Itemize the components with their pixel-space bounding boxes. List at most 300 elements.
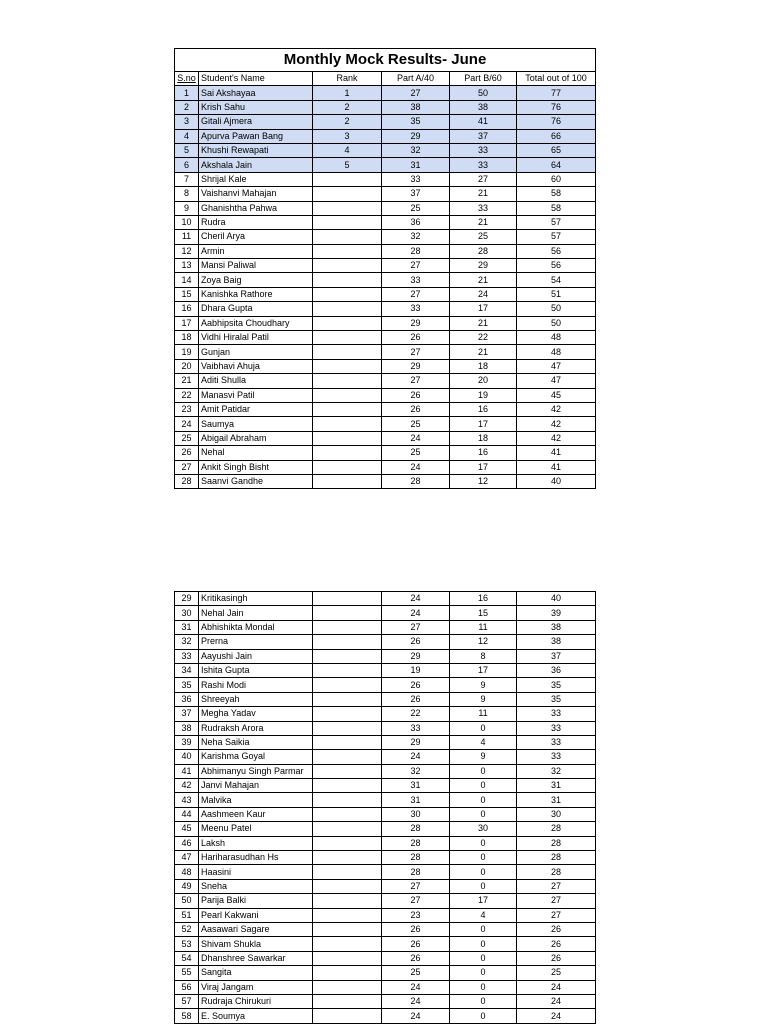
cell-sno: 36 — [175, 692, 199, 706]
table-row — [175, 215, 596, 229]
cell-rank — [313, 721, 382, 735]
cell-total: 28 — [517, 851, 596, 865]
cell-total: 56 — [517, 259, 596, 273]
cell-total: 76 — [517, 115, 596, 129]
table-row — [175, 937, 596, 951]
cell-part-b: 28 — [450, 244, 517, 258]
table-row — [175, 592, 596, 606]
cell-sno: 56 — [175, 980, 199, 994]
cell-student-name: Kritikasingh — [199, 592, 313, 606]
table-row — [175, 259, 596, 273]
cell-sno: 52 — [175, 922, 199, 936]
table-row — [175, 316, 596, 330]
cell-part-b: 0 — [450, 951, 517, 965]
cell-part-a: 32 — [382, 230, 450, 244]
cell-total: 38 — [517, 635, 596, 649]
cell-sno: 58 — [175, 1009, 199, 1023]
cell-student-name: Akshala Jain — [199, 158, 313, 172]
cell-sno: 37 — [175, 707, 199, 721]
cell-rank — [313, 187, 382, 201]
cell-sno: 28 — [175, 474, 199, 488]
cell-total: 47 — [517, 374, 596, 388]
cell-part-a: 36 — [382, 215, 450, 229]
cell-part-b: 50 — [450, 86, 517, 100]
cell-sno: 43 — [175, 793, 199, 807]
cell-sno: 27 — [175, 460, 199, 474]
cell-part-a: 27 — [382, 259, 450, 273]
table-row — [175, 158, 596, 172]
cell-student-name: Manasvi Patil — [199, 388, 313, 402]
cell-student-name: Megha Yadav — [199, 707, 313, 721]
cell-rank — [313, 951, 382, 965]
cell-sno: 14 — [175, 273, 199, 287]
cell-part-a: 24 — [382, 1009, 450, 1023]
table-row — [175, 172, 596, 186]
cell-rank — [313, 201, 382, 215]
cell-student-name: Dhara Gupta — [199, 302, 313, 316]
cell-part-b: 0 — [450, 980, 517, 994]
table-row — [175, 649, 596, 663]
cell-student-name: Gitali Ajmera — [199, 115, 313, 129]
cell-part-a: 31 — [382, 793, 450, 807]
cell-part-b: 9 — [450, 692, 517, 706]
cell-part-b: 8 — [450, 649, 517, 663]
cell-part-b: 18 — [450, 431, 517, 445]
cell-part-a: 26 — [382, 951, 450, 965]
cell-part-b: 18 — [450, 359, 517, 373]
cell-part-a: 29 — [382, 649, 450, 663]
cell-part-a: 31 — [382, 779, 450, 793]
cell-total: 45 — [517, 388, 596, 402]
sheet-title: Monthly Mock Results- June — [175, 49, 596, 72]
cell-student-name: Khushi Rewapati — [199, 143, 313, 157]
cell-part-b: 0 — [450, 865, 517, 879]
table-row — [175, 244, 596, 258]
cell-total: 35 — [517, 678, 596, 692]
table-row — [175, 678, 596, 692]
cell-part-b: 17 — [450, 417, 517, 431]
cell-part-b: 22 — [450, 331, 517, 345]
cell-rank — [313, 474, 382, 488]
cell-sno: 51 — [175, 908, 199, 922]
cell-sno: 34 — [175, 663, 199, 677]
cell-total: 65 — [517, 143, 596, 157]
table-row — [175, 431, 596, 445]
cell-part-a: 26 — [382, 388, 450, 402]
cell-student-name: Kanishka Rathore — [199, 287, 313, 301]
cell-part-a: 27 — [382, 287, 450, 301]
table-row — [175, 606, 596, 620]
cell-part-a: 28 — [382, 244, 450, 258]
cell-sno: 20 — [175, 359, 199, 373]
cell-part-b: 16 — [450, 592, 517, 606]
cell-part-b: 9 — [450, 678, 517, 692]
table-row — [175, 951, 596, 965]
table-row — [175, 460, 596, 474]
cell-rank — [313, 592, 382, 606]
cell-rank — [313, 417, 382, 431]
table-row — [175, 894, 596, 908]
cell-sno: 9 — [175, 201, 199, 215]
cell-part-b: 9 — [450, 750, 517, 764]
cell-part-b: 0 — [450, 1009, 517, 1023]
cell-rank — [313, 431, 382, 445]
cell-part-b: 17 — [450, 302, 517, 316]
cell-student-name: Abhishikta Mondal — [199, 620, 313, 634]
cell-part-b: 0 — [450, 937, 517, 951]
cell-part-b: 21 — [450, 316, 517, 330]
cell-part-b: 0 — [450, 764, 517, 778]
table-row — [175, 345, 596, 359]
cell-part-b: 37 — [450, 129, 517, 143]
cell-sno: 24 — [175, 417, 199, 431]
cell-sno: 2 — [175, 100, 199, 114]
cell-student-name: Aashmeen Kaur — [199, 807, 313, 821]
cell-student-name: E. Soumya — [199, 1009, 313, 1023]
cell-student-name: Sai Akshayaa — [199, 86, 313, 100]
cell-part-b: 16 — [450, 402, 517, 416]
cell-part-a: 33 — [382, 302, 450, 316]
cell-rank — [313, 359, 382, 373]
header-sno: S.no — [175, 72, 199, 86]
cell-sno: 45 — [175, 822, 199, 836]
cell-student-name: Cheril Arya — [199, 230, 313, 244]
cell-part-a: 26 — [382, 937, 450, 951]
cell-total: 39 — [517, 606, 596, 620]
table-row — [175, 446, 596, 460]
cell-total: 26 — [517, 937, 596, 951]
cell-rank — [313, 735, 382, 749]
cell-part-b: 21 — [450, 215, 517, 229]
cell-sno: 29 — [175, 592, 199, 606]
cell-rank — [313, 345, 382, 359]
cell-rank — [313, 273, 382, 287]
cell-part-b: 0 — [450, 966, 517, 980]
table-row — [175, 100, 596, 114]
cell-part-b: 38 — [450, 100, 517, 114]
cell-student-name: Sneha — [199, 879, 313, 893]
cell-total: 47 — [517, 359, 596, 373]
cell-part-b: 27 — [450, 172, 517, 186]
cell-student-name: Aditi Shulla — [199, 374, 313, 388]
cell-sno: 41 — [175, 764, 199, 778]
cell-part-b: 0 — [450, 922, 517, 936]
cell-sno: 31 — [175, 620, 199, 634]
cell-part-b: 20 — [450, 374, 517, 388]
cell-total: 24 — [517, 980, 596, 994]
table-row — [175, 388, 596, 402]
cell-part-a: 31 — [382, 158, 450, 172]
cell-rank — [313, 259, 382, 273]
cell-student-name: Rudra — [199, 215, 313, 229]
cell-part-b: 33 — [450, 158, 517, 172]
cell-total: 66 — [517, 129, 596, 143]
table-row — [175, 663, 596, 677]
cell-part-b: 11 — [450, 707, 517, 721]
cell-sno: 13 — [175, 259, 199, 273]
cell-student-name: Saumya — [199, 417, 313, 431]
cell-sno: 17 — [175, 316, 199, 330]
cell-total: 24 — [517, 994, 596, 1008]
header-part-b: Part B/60 — [450, 72, 517, 86]
table-row — [175, 129, 596, 143]
cell-student-name: Janvi Mahajan — [199, 779, 313, 793]
cell-rank: 4 — [313, 143, 382, 157]
cell-part-a: 26 — [382, 678, 450, 692]
cell-rank — [313, 937, 382, 951]
cell-part-b: 17 — [450, 663, 517, 677]
cell-rank — [313, 678, 382, 692]
cell-rank — [313, 750, 382, 764]
table-row — [175, 822, 596, 836]
cell-part-a: 26 — [382, 635, 450, 649]
cell-part-b: 0 — [450, 779, 517, 793]
cell-student-name: Rudraksh Arora — [199, 721, 313, 735]
cell-total: 35 — [517, 692, 596, 706]
cell-part-b: 30 — [450, 822, 517, 836]
cell-student-name: Vidhi Hiralal Patil — [199, 331, 313, 345]
cell-student-name: Shreeyah — [199, 692, 313, 706]
table-row — [175, 764, 596, 778]
title-row — [175, 49, 596, 72]
cell-part-a: 25 — [382, 446, 450, 460]
cell-rank — [313, 388, 382, 402]
header-total: Total out of 100 — [517, 72, 596, 86]
cell-rank — [313, 649, 382, 663]
cell-part-b: 0 — [450, 721, 517, 735]
table-row — [175, 359, 596, 373]
cell-student-name: Ghanishtha Pahwa — [199, 201, 313, 215]
cell-part-a: 27 — [382, 86, 450, 100]
cell-rank — [313, 980, 382, 994]
cell-part-b: 33 — [450, 201, 517, 215]
cell-student-name: Malvika — [199, 793, 313, 807]
cell-total: 40 — [517, 474, 596, 488]
cell-total: 58 — [517, 187, 596, 201]
table-row — [175, 721, 596, 735]
cell-rank — [313, 460, 382, 474]
cell-part-b: 0 — [450, 851, 517, 865]
cell-part-a: 28 — [382, 865, 450, 879]
table-row — [175, 302, 596, 316]
cell-rank: 2 — [313, 115, 382, 129]
cell-part-a: 35 — [382, 115, 450, 129]
cell-total: 42 — [517, 417, 596, 431]
cell-rank — [313, 851, 382, 865]
cell-part-a: 30 — [382, 807, 450, 821]
cell-part-a: 33 — [382, 172, 450, 186]
cell-rank — [313, 635, 382, 649]
table-row — [175, 851, 596, 865]
table-row — [175, 187, 596, 201]
cell-sno: 30 — [175, 606, 199, 620]
cell-student-name: Viraj Jangam — [199, 980, 313, 994]
cell-student-name: Pearl Kakwani — [199, 908, 313, 922]
cell-sno: 46 — [175, 836, 199, 850]
cell-sno: 55 — [175, 966, 199, 980]
table-row — [175, 86, 596, 100]
table-row — [175, 750, 596, 764]
cell-student-name: Nehal — [199, 446, 313, 460]
cell-total: 27 — [517, 908, 596, 922]
table-row — [175, 735, 596, 749]
cell-sno: 49 — [175, 879, 199, 893]
cell-part-b: 0 — [450, 994, 517, 1008]
table-row — [175, 994, 596, 1008]
cell-part-a: 24 — [382, 980, 450, 994]
cell-part-b: 11 — [450, 620, 517, 634]
cell-sno: 53 — [175, 937, 199, 951]
cell-rank — [313, 374, 382, 388]
cell-part-a: 24 — [382, 592, 450, 606]
cell-sno: 7 — [175, 172, 199, 186]
table-row — [175, 115, 596, 129]
cell-rank — [313, 764, 382, 778]
table-row — [175, 865, 596, 879]
cell-total: 50 — [517, 302, 596, 316]
cell-sno: 6 — [175, 158, 199, 172]
cell-sno: 40 — [175, 750, 199, 764]
cell-total: 57 — [517, 215, 596, 229]
cell-student-name: Abigail Abraham — [199, 431, 313, 445]
cell-part-a: 29 — [382, 129, 450, 143]
cell-student-name: Vaishanvi Mahajan — [199, 187, 313, 201]
cell-student-name: Prerna — [199, 635, 313, 649]
cell-part-a: 29 — [382, 359, 450, 373]
cell-part-b: 4 — [450, 735, 517, 749]
cell-total: 33 — [517, 735, 596, 749]
cell-total: 57 — [517, 230, 596, 244]
cell-rank — [313, 215, 382, 229]
cell-sno: 8 — [175, 187, 199, 201]
cell-part-b: 12 — [450, 474, 517, 488]
cell-sno: 50 — [175, 894, 199, 908]
cell-total: 41 — [517, 460, 596, 474]
cell-part-b: 17 — [450, 894, 517, 908]
cell-rank — [313, 793, 382, 807]
table-row — [175, 966, 596, 980]
cell-part-b: 0 — [450, 793, 517, 807]
cell-student-name: Ankit Singh Bisht — [199, 460, 313, 474]
cell-total: 37 — [517, 649, 596, 663]
cell-part-a: 27 — [382, 879, 450, 893]
table-row — [175, 635, 596, 649]
cell-part-a: 24 — [382, 431, 450, 445]
cell-part-a: 27 — [382, 345, 450, 359]
cell-part-a: 28 — [382, 822, 450, 836]
cell-part-b: 25 — [450, 230, 517, 244]
cell-rank — [313, 894, 382, 908]
cell-total: 32 — [517, 764, 596, 778]
cell-student-name: Parija Balki — [199, 894, 313, 908]
cell-part-a: 27 — [382, 374, 450, 388]
cell-total: 51 — [517, 287, 596, 301]
cell-part-a: 26 — [382, 692, 450, 706]
cell-sno: 15 — [175, 287, 199, 301]
cell-total: 28 — [517, 865, 596, 879]
cell-part-a: 29 — [382, 316, 450, 330]
cell-total: 30 — [517, 807, 596, 821]
cell-total: 50 — [517, 316, 596, 330]
cell-student-name: Amit Patidar — [199, 402, 313, 416]
cell-total: 28 — [517, 822, 596, 836]
cell-student-name: Ishita Gupta — [199, 663, 313, 677]
cell-rank — [313, 287, 382, 301]
cell-total: 58 — [517, 201, 596, 215]
header-student-name: Student's Name — [199, 72, 313, 86]
cell-part-a: 32 — [382, 143, 450, 157]
cell-total: 33 — [517, 750, 596, 764]
cell-student-name: Saanvi Gandhe — [199, 474, 313, 488]
cell-part-b: 29 — [450, 259, 517, 273]
table-row — [175, 620, 596, 634]
cell-sno: 44 — [175, 807, 199, 821]
cell-rank — [313, 244, 382, 258]
cell-sno: 16 — [175, 302, 199, 316]
cell-total: 64 — [517, 158, 596, 172]
cell-student-name: Neha Saikia — [199, 735, 313, 749]
cell-student-name: Zoya Baig — [199, 273, 313, 287]
table-row — [175, 402, 596, 416]
cell-part-b: 4 — [450, 908, 517, 922]
cell-part-b: 21 — [450, 273, 517, 287]
header-rank: Rank — [313, 72, 382, 86]
cell-student-name: Nehal Jain — [199, 606, 313, 620]
cell-part-b: 33 — [450, 143, 517, 157]
cell-rank — [313, 446, 382, 460]
cell-part-a: 28 — [382, 851, 450, 865]
cell-rank — [313, 316, 382, 330]
cell-rank — [313, 922, 382, 936]
cell-sno: 19 — [175, 345, 199, 359]
cell-total: 28 — [517, 836, 596, 850]
table-row — [175, 922, 596, 936]
cell-part-a: 24 — [382, 750, 450, 764]
cell-rank — [313, 908, 382, 922]
cell-student-name: Vaibhavi Ahuja — [199, 359, 313, 373]
cell-sno: 1 — [175, 86, 199, 100]
cell-part-a: 25 — [382, 417, 450, 431]
cell-student-name: Aabhipsita Choudhary — [199, 316, 313, 330]
cell-part-a: 27 — [382, 894, 450, 908]
cell-total: 42 — [517, 402, 596, 416]
cell-sno: 23 — [175, 402, 199, 416]
cell-rank — [313, 779, 382, 793]
cell-sno: 57 — [175, 994, 199, 1008]
cell-part-a: 28 — [382, 474, 450, 488]
cell-total: 33 — [517, 707, 596, 721]
cell-rank — [313, 707, 382, 721]
cell-rank — [313, 1009, 382, 1023]
cell-part-a: 37 — [382, 187, 450, 201]
cell-rank — [313, 994, 382, 1008]
cell-sno: 35 — [175, 678, 199, 692]
cell-part-b: 0 — [450, 836, 517, 850]
cell-student-name: Sangita — [199, 966, 313, 980]
cell-total: 38 — [517, 620, 596, 634]
cell-sno: 39 — [175, 735, 199, 749]
cell-part-a: 26 — [382, 402, 450, 416]
table-row — [175, 474, 596, 488]
cell-sno: 3 — [175, 115, 199, 129]
cell-student-name: Hariharasudhan Hs — [199, 851, 313, 865]
cell-part-b: 0 — [450, 879, 517, 893]
cell-part-a: 26 — [382, 331, 450, 345]
table-row — [175, 707, 596, 721]
cell-part-a: 33 — [382, 721, 450, 735]
cell-sno: 11 — [175, 230, 199, 244]
cell-part-a: 27 — [382, 620, 450, 634]
